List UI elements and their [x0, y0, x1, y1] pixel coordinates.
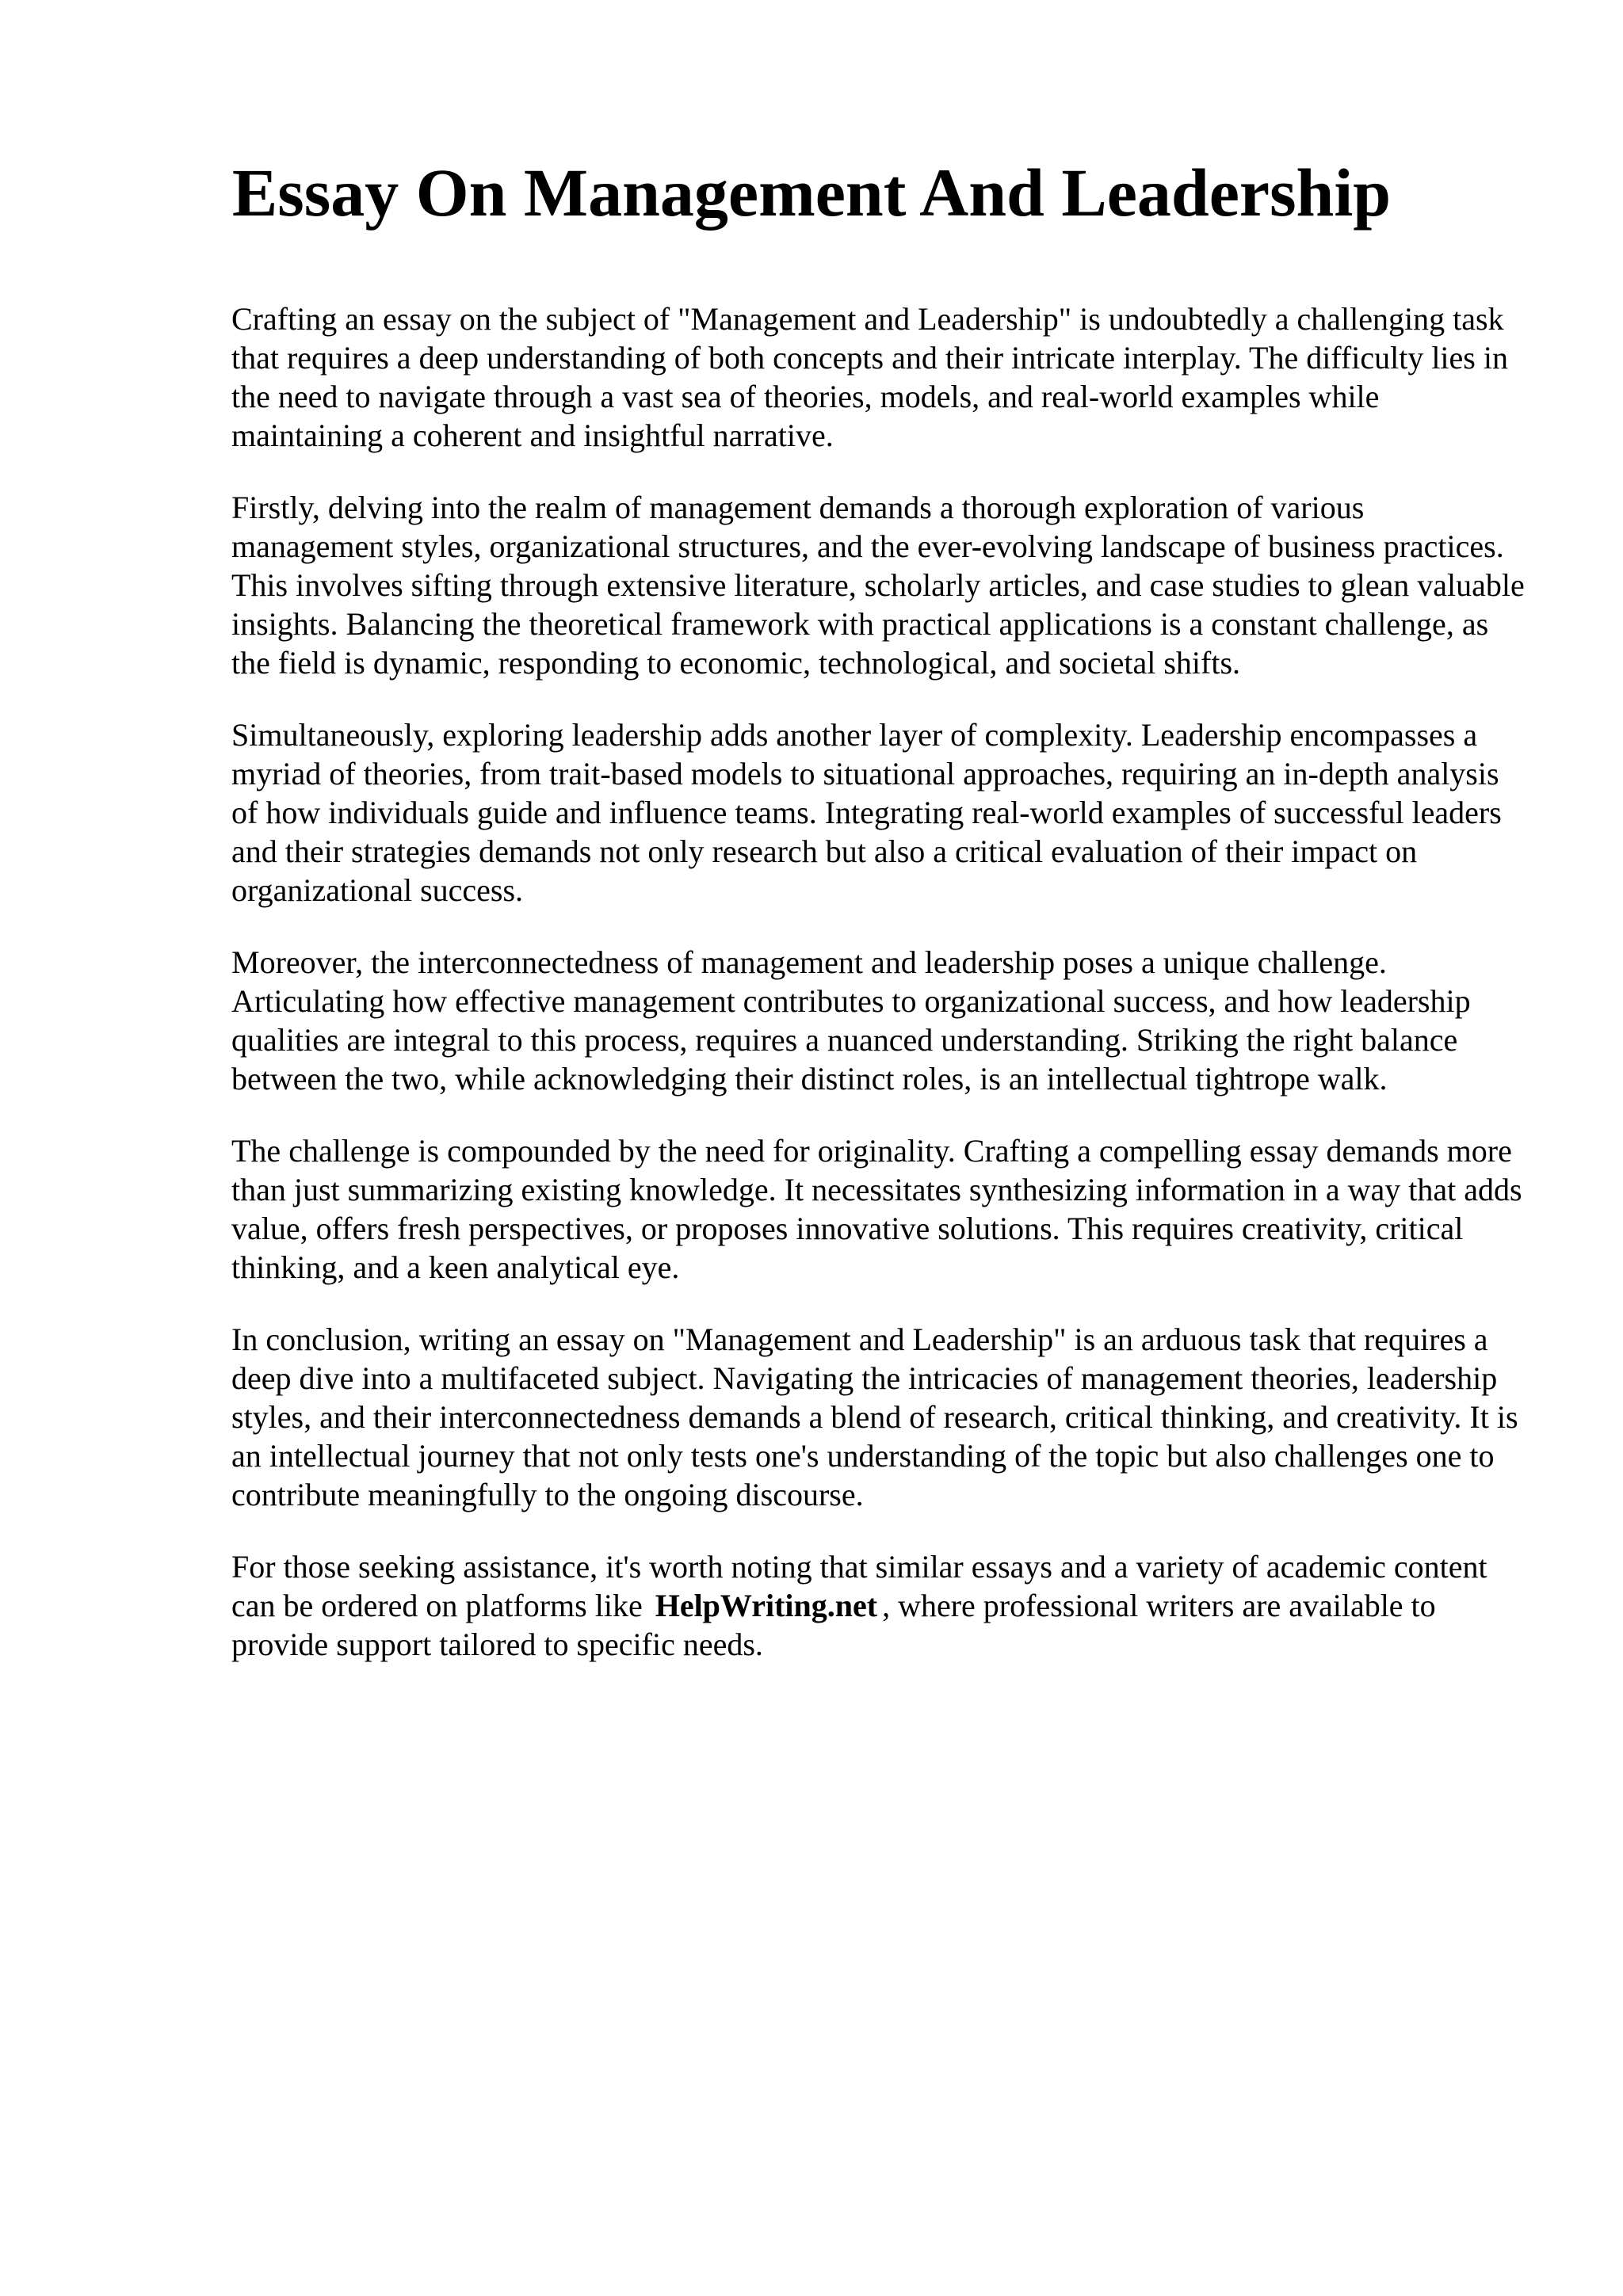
closing-text-before: For those seeking assistance, it's worth noting that similar essays and a variety of academic content can be ordered on platforms like [231, 1549, 1487, 1623]
paragraph-3: Simultaneously, exploring leadership adds another layer of complexity. Leadership encompasses a myriad of theories, from trait-based models to situational approaches, requiring an in-depth analysis of how individuals guide and influence teams. Integrating real-world examples of successful leaders and their strategies demands not only research but also a critical evaluation of their impact on organizational success. [231, 717, 1502, 908]
paragraph-5: The challenge is compounded by the need for originality. Crafting a compelling essay demands more than just summarizing existing knowledge. It necessitates synthesizing information in a way that adds value, offers fresh perspectives, or proposes innovative solutions. This requires creativity, critical thinking, and a keen analytical eye. [231, 1133, 1522, 1285]
closing-paragraph [231, 1547, 1531, 1664]
paragraph-2: Firstly, delving into the realm of management demands a thorough exploration of various management styles, organizational structures, and the ever-evolving landscape of business practices. This involves sifting through extensive literature, scholarly articles, and case studies to glean valuable insights. Balancing the theoretical framework with practical applications is a constant challenge, as the field is dynamic, responding to economic, technological, and societal shifts. [231, 490, 1525, 681]
helpwriting-link[interactable]: HelpWriting.net [655, 1588, 878, 1623]
essay-title: Essay On Management And Leadership [231, 154, 1392, 231]
closing-text-after: , where professional writers are available to provide support tailored to specific needs. [231, 1588, 1436, 1662]
paragraph-4: Moreover, the interconnectedness of management and leadership poses a unique challenge. Articulating how effective management contributes to organizational success, and how leadership qualities are integral to this process, requires a nuanced understanding. Striking the right balance between the two, while acknowledging their distinct roles, is an intellectual tightrope walk. [231, 944, 1471, 1097]
paragraph-1: Crafting an essay on the subject of "Management and Leadership" is undoubtedly a challenging task that requires a deep understanding of both concepts and their intricate interplay. The difficulty lies in the need to navigate through a vast sea of theories, models, and real-world examples while maintaining a coherent and insightful narrative. [231, 301, 1508, 453]
essay-body [231, 299, 1531, 1697]
paragraph-6: In conclusion, writing an essay on "Management and Leadership" is an arduous task that requires a deep dive into a multifaceted subject. Navigating the intricacies of management theories, leadership styles, and their interconnectedness demands a blend of research, critical thinking, and creativity. It is an intellectual journey that not only tests one's understanding of the topic but also challenges one to contribute meaningfully to the ongoing discourse. [231, 1322, 1518, 1512]
